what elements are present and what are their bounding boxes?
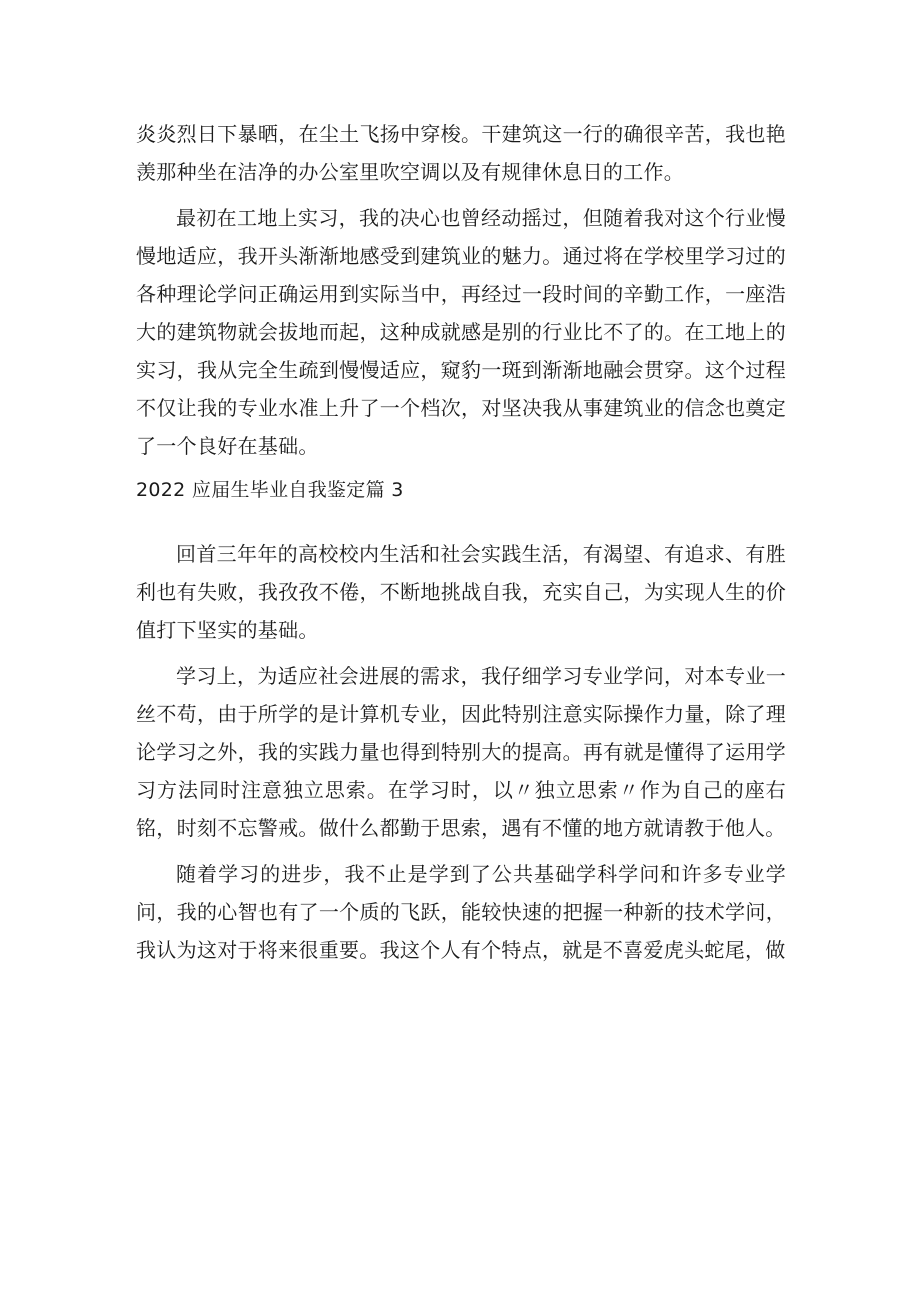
paragraph-study: 学习上，为适应社会进展的需求，我仔细学习专业学问，对本专业一丝不苟，由于所学的是计算机专业，因此特别注意实际操作力量，除了理论学习之外，我的实践力量也得到特别大的提高。再有就是懂得了运用学习方法同时注意独立思索。在学习时，以〃独立思索〃作为自己的座右铭，时刻不忘警戒。做什么都勤于思索，遇有不懂的地方就请教于他人。 — [136, 664, 786, 840]
paragraph-review: 回首三年年的高校校内生活和社会实践生活，有渴望、有追求、有胜利也有失败，我孜孜不倦，不断地挑战自我，充实自己，为实现人生的价值打下坚实的基础。 — [136, 542, 786, 642]
paragraph-continuation: 炎炎烈日下暴晒，在尘土飞扬中穿梭。干建筑这一行的确很辛苦，我也艳羡那种坐在洁净的办公室里吹空调以及有规律休息日的工作。 — [136, 122, 786, 184]
document-body — [136, 115, 786, 977]
section-heading: 2022 应届生毕业自我鉴定篇 3 — [136, 479, 404, 501]
paragraph-internship: 最初在工地上实习，我的决心也曾经动摇过，但随着我对这个行业慢慢地适应，我开头渐渐地感受到建筑业的魅力。通过将在学校里学习过的各种理论学问正确运用到实际当中，再经过一段时间的辛勤工作，一座浩大的建筑物就会拔地而起，这种成就感是别的行业比不了的。在工地上的实习，我从完全生疏到慢慢适应，窥豹一斑到渐渐地融会贯穿。这个过程不仅让我的专业水准上升了一个档次，对坚决我从事建筑业的信念也奠定了一个良好在基础。 — [136, 206, 786, 458]
paragraph-progress: 随着学习的进步，我不止是学到了公共基础学科学问和许多专业学问，我的心智也有了一个质的飞跃，能较快速的把握一种新的技术学问，我认为这对于将来很重要。我这个人有个特点，就是不喜爱虎头蛇尾，做 — [136, 862, 786, 962]
